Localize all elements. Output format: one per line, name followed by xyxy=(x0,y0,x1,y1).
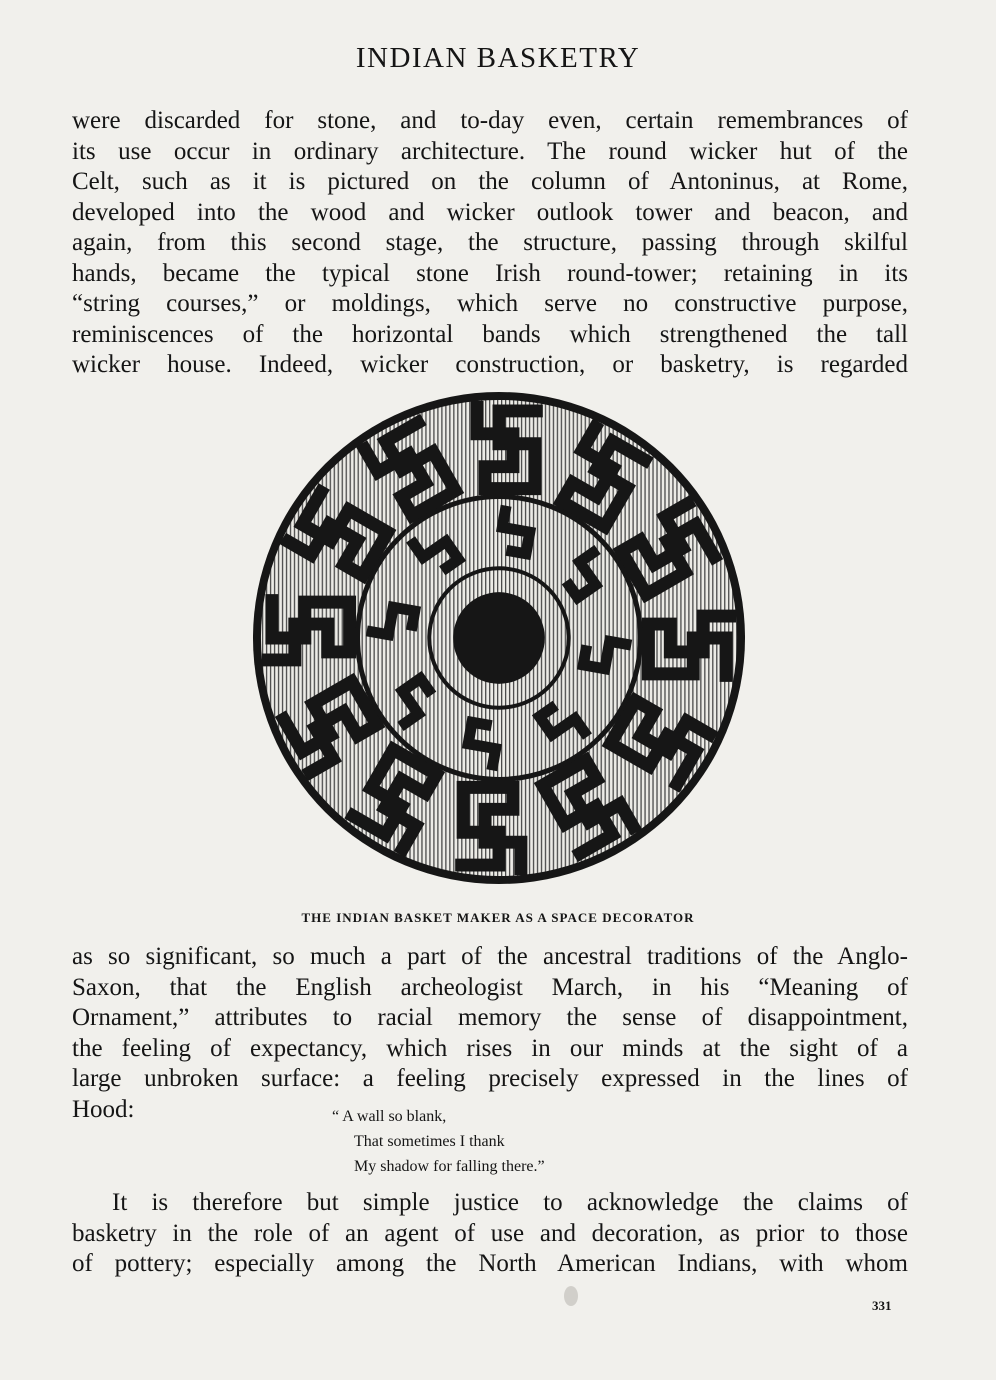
text-line: as so significant, so much a part of the ancestral traditions of the Anglo- xyxy=(72,943,908,970)
text-line: its use occur in ordinary architecture. The round wicker hut of the xyxy=(72,137,908,165)
basket-illustration xyxy=(250,388,748,888)
text-line: Ornament,” attributes to racial memory the sense of disappointment, xyxy=(72,1004,908,1031)
text-line: were discarded for stone, and to-day even, certain remembrances of xyxy=(72,107,908,134)
ink-smudge xyxy=(564,1286,578,1306)
poem-line: That sometimes I thank xyxy=(354,1133,505,1150)
text-line: “string courses,” or moldings, which serve no constructive purpose, xyxy=(72,290,908,317)
text-line: reminiscences of the horizontal bands which strengthened the tall xyxy=(72,320,908,348)
text-line: It is therefore but simple justice to acknowledge the claims of xyxy=(112,1189,908,1216)
paragraph-middle xyxy=(72,942,908,1125)
text-line: large unbroken surface: a feeling precisely expressed in the lines of xyxy=(72,1065,908,1092)
poem-line: My shadow for falling there.” xyxy=(354,1158,545,1175)
text-line: the feeling of expectancy, which rises in our minds at the sight of a xyxy=(72,1034,908,1062)
page-number: 331 xyxy=(872,1298,892,1313)
text-line: of pottery; especially among the North American Indians, with whom xyxy=(72,1250,908,1277)
paragraph-end xyxy=(72,1188,908,1280)
text-line: Celt, such as it is pictured on the column of Antoninus, at Rome, xyxy=(72,168,908,195)
text-line: again, from this second stage, the structure, passing through skilful xyxy=(72,229,908,256)
text-line: developed into the wood and wicker outlook tower and beacon, and xyxy=(72,198,908,226)
text-line: wicker house. Indeed, wicker construction, or basketry, is regarded xyxy=(72,351,908,378)
text-line: Hood: xyxy=(72,1095,135,1123)
text-line: basketry in the role of an agent of use and decoration, as prior to those xyxy=(72,1219,908,1247)
text-line: hands, became the typical stone Irish round-tower; retaining in its xyxy=(72,259,908,287)
page-title: INDIAN BASKETRY xyxy=(355,42,641,74)
text-line: Saxon, that the English archeologist March, in his “Meaning of xyxy=(72,973,908,1001)
paragraph-top xyxy=(72,106,908,381)
poem-line: “ A wall so blank, xyxy=(332,1108,447,1125)
poem-quote xyxy=(332,1104,545,1179)
figure-caption: THE INDIAN BASKET MAKER AS A SPACE DECORATOR xyxy=(301,910,695,925)
